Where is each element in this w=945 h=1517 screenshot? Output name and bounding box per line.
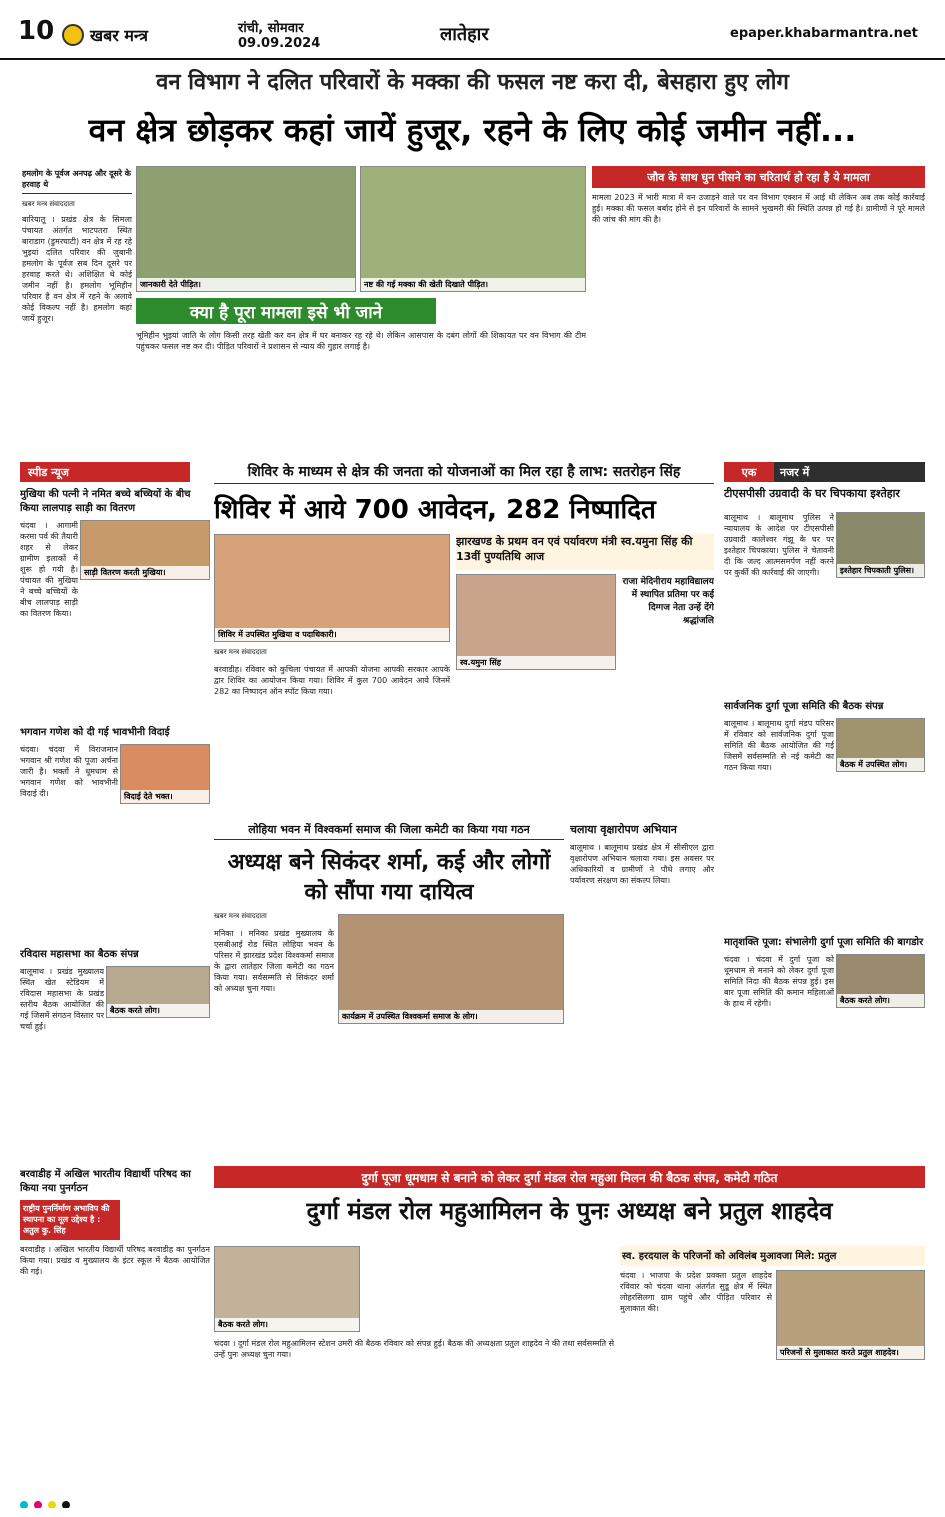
lohia-body: मनिका । मनिका प्रखंड मुख्यालय के एसबीआई रोड स्थित लोहिया भवन के परिसर में झारखंड प्रदेश विश्वकर्मा समाज के द्वारा लातेहार जिला कमेटी का गठन किया गया। सर्वसम्मति से सिकंदर शर्मा को अध्यक्ष चुना गया।	[214, 929, 334, 993]
camp-kicker: शिविर के माध्यम से क्षेत्र की जनता को योजनाओं का मिल रहा है लाभ: सतरोहन सिंह	[214, 462, 714, 484]
durga2-body: चंदवा । चंदवा में दुर्गा पूजा को धूमधाम से मनाने को लेकर दुर्गा पूजा समिति निदा की बैठक संपन्न हुई। इस बार पूजा समिति की कमान महिलाओं के हाथ में रहेगी।	[724, 955, 834, 1008]
speed-news-title-4: बरवाडीह में अखिल भारतीय विद्यार्थी परिषद का किया नया पुनर्गठन	[20, 1169, 191, 1194]
minister-side: राजा मेदिनीराय महाविद्यालय में स्थापित प्रतिमा पर कई दिग्गज नेता उन्हें देंगे श्रद्धांजलि	[622, 577, 714, 626]
bottom-kicker: दुर्गा पूजा धूमधाम से बनाने को लेकर दुर्गा मंडल रोल महुआ मिलन की बैठक संपन्न, कमेटी गठित	[214, 1166, 925, 1188]
lead-photo-1	[136, 166, 356, 292]
tree-title: चलाया वृक्षारोपण अभियान	[570, 823, 677, 836]
ek-nazar-tag2: नजर में	[774, 462, 925, 482]
speed-news-caption-2: विदाई देते भक्त।	[121, 790, 209, 803]
lead-photo-2	[360, 166, 586, 292]
lead-side-title: हमलोग के पूर्वज अनपढ़ और दूसरे के हरवाह थे	[22, 168, 132, 194]
issue-date: 09.09.2024	[238, 36, 321, 51]
speed-news-photo-3	[106, 966, 210, 1018]
speed-news-caption-3: बैठक करते लोग।	[107, 1004, 209, 1017]
durga1-title: सार्वजनिक दुर्गा पूजा समिति की बैठक संपन्न	[724, 701, 884, 712]
speed-news-photo-2	[120, 744, 210, 804]
bottom-side-body: चंदवा । भाजपा के प्रदेश प्रवक्ता प्रतुल शाहदेव रविवार को चंदवा थाना अंतर्गत सुडू क्षेत्र में स्थित लोहरसिलगा ग्राम पहुंचे और पीड़ित परिवार से मुलाकात की।	[620, 1271, 772, 1313]
camp-caption: शिविर में उपस्थित मुखिया व पदाधिकारी।	[215, 628, 449, 641]
bottom-body: चंदवा । दुर्गा मंडल रोल महुआमिलन स्टेशन उमरी की बैठक रविवार को संपन्न हुई। बैठक की अध्यक्षता प्रतुल शाहदेव ने की तथा सर्वसम्मति से उन्हें पुनः अध्यक्ष चुना गया।	[214, 1339, 614, 1359]
speed-news-photo-1	[80, 520, 210, 580]
camp-body: बरवाडीह। रविवार को कुचिला पंचायत में आपकी योजना आपकी सरकार आपके द्वार शिविर का आयोजन किया गया। शिविर में कुल 700 आवेदन आये जिनमें 282 का निष्पादन ऑन स्पॉट किया गया।	[214, 665, 450, 696]
lead-band: क्या है पूरा मामला इसे भी जाने	[136, 298, 436, 324]
masthead	[0, 0, 945, 60]
ek-nazar-photo	[836, 512, 925, 578]
durga2-photo	[836, 954, 925, 1008]
speed-news-quote-4: राष्ट्रीय पुनर्निर्माण अभाविप की स्थापना का मूल उद्देश्य है : अतुल कु. सिंह	[20, 1200, 120, 1240]
speed-news-body-3: बालूमाथ । प्रखंड मुख्यालय स्थित खेत स्टेडियम में रविदास महासभा के प्रखंड स्तरीय बैठक आयोजित की गई जिसमें संगठन विस्तार पर चर्चा हुई।	[20, 967, 104, 1031]
lead-byline: खबर मन्त्र संवाददाता	[22, 200, 75, 208]
brand-name: खबर मन्त्र	[90, 26, 148, 45]
bottom-side-photo	[776, 1270, 925, 1360]
speed-news-title-2: भगवान गणेश को दी गई भावभीनी विदाई	[20, 727, 170, 738]
minister-caption: स्व.यमुना सिंह	[457, 656, 615, 669]
speed-news-title-1: मुखिया की पत्नी ने नमित बच्चे बच्चियों के बीच किया लालपाड़ साड़ी का वितरण	[20, 489, 191, 514]
durga1-body: बालूमाथ । बालूमाथ दुर्गा मंडप परिसर में रविवार को सार्वजनिक दुर्गा पूजा समिति की बैठक आयोजित की गई जिसमें सर्वसम्मति से नई कमेटी का गठन किया गया।	[724, 719, 834, 772]
durga1-photo	[836, 718, 925, 772]
ek-nazar-body: बालूमाथ । बालूमाथ पुलिस ने न्यायालय के आदेश पर टीएसपीसी उग्रवादी कालेश्वर गंझू के घर पर इश्तेहार चिपकाया। पुलिस ने चेतावनी दी कि जल्द आत्मसमर्पण नहीं करने पर कुर्की की कार्रवाई की जाएगी।	[724, 513, 834, 577]
lohia-caption: कार्यक्रम में उपस्थित विश्वकर्मा समाज के लोग।	[339, 1010, 563, 1023]
bottom-photo	[214, 1246, 360, 1332]
durga2-title: मातृशक्ति पूजा: संभालेगी दुर्गा पूजा समिति की बागडोर	[724, 937, 924, 948]
brand-logo-icon	[62, 24, 84, 46]
speed-news-body-2: चंदवा। चंदवा में विराजमान भगवान श्री गणेश की पूजा अर्चना जारी है। भक्तों ने धूमधाम से भगवान गणेश को भावभीनी विदाई दी।	[20, 745, 118, 798]
minister-head: झारखण्ड के प्रथम वन एवं पर्यावरण मंत्री स्व.यमुना सिंह की 13वीं पुण्यतिथि आज	[456, 534, 714, 570]
city-day: रांची, सोमवार	[238, 21, 304, 36]
lohia-kicker: लोहिया भवन में विश्वकर्मा समाज की जिला कमेटी का किया गया गठन	[214, 822, 564, 840]
site-link[interactable]: epaper.khabarmantra.net	[730, 26, 918, 41]
bottom-side-caption: परिजनों से मुलाकात करते प्रतुल शाहदेव।	[777, 1346, 924, 1359]
section-title: लातेहार	[440, 24, 489, 45]
bottom-side-title: स्व. हरदयाल के परिजनों को अविलंब मुआवजा मिले: प्रतुल	[620, 1246, 925, 1266]
print-registration-marks	[20, 1494, 925, 1508]
speed-news-caption-1: साड़ी वितरण करती मुखिया।	[81, 566, 209, 579]
tree-body: बालूमाथ । बालूमाथ प्रखंड क्षेत्र में सीसीएल द्वारा वृक्षारोपण अभियान चलाया गया। इस अवसर पर अधिकारियों व ग्रामीणों ने पौधे लगाए और पर्यावरण संरक्षण का संकल्प लिया।	[570, 843, 714, 885]
bottom-headline: दुर्गा मंडल रोल महुआमिलन के पुनः अध्यक्ष बने प्रतुल शाहदेव	[306, 1197, 833, 1225]
lead-caption-1: जानकारी देते पीड़ित।	[137, 278, 355, 291]
lohia-photo	[338, 914, 564, 1024]
lead-side-head: जौव के साथ घुन पीसने का चरितार्थ हो रहा है ये मामला	[592, 166, 925, 188]
bottom-body-cont	[366, 1246, 614, 1332]
lead-body: बारियातू । प्रखंड क्षेत्र के सिमला पंचायत अंतर्गत भाटपतरा स्थित बाराडाग (डुमरघाटी) वन क्षेत्र में रह रहे भुइयां दलित परिवार की जुबानी हमलोग के पूर्वज सब दिन दूसरे पर हरवाह करते थे। अशिक्षित थे कोई जमीन नहीं है। हमलोग भूमिहीन परिवार है वन क्षेत्र में रहने के अलावे कोई विकल्प नहीं है। हमलोग कहां जायें हुजूर।	[22, 215, 132, 323]
lohia-byline: खबर मन्त्र संवाददाता	[214, 912, 267, 920]
durga1-caption: बैठक में उपस्थित लोग।	[837, 758, 924, 771]
durga2-caption: बैठक करते लोग।	[837, 994, 924, 1007]
ek-nazar-title: टीएसपीसी उग्रवादी के घर चिपकाया इश्तेहार	[724, 487, 900, 500]
minister-photo	[456, 574, 616, 670]
page-number: 10	[18, 16, 55, 46]
lohia-headline: अध्यक्ष बने सिकंदर शर्मा, कई और लोगों को सौंपा गया दायित्व	[227, 850, 551, 905]
speed-news-body-1: चंदवा । आगामी करमा पर्व की तैयारी शहर से लेकर ग्रामीण इलाकों में शुरू हो गयी है। पंचायत की मुखिया ने बच्चे बच्चियों के बीच लालपाड़ साड़ी का वितरण किया।	[20, 521, 78, 618]
camp-photo	[214, 534, 450, 642]
bottom-caption: बैठक करते लोग।	[215, 1318, 359, 1331]
ek-nazar-tag: एक	[724, 462, 774, 482]
speed-news-tag: स्पीड न्यूज	[20, 462, 190, 482]
ek-nazar-caption: इश्तेहार चिपकाती पुलिस।	[837, 564, 924, 577]
lead-caption-2: नष्ट की गई मक्का की खेती दिखाते पीड़ित।	[361, 278, 585, 291]
speed-news-title-3: रविदास महासभा का बैठक संपन्न	[20, 949, 139, 960]
lohia-body-cont	[338, 1030, 564, 1158]
top-headline: वन क्षेत्र छोड़कर कहां जायें हुजूर, रहने के लिए कोई जमीन नहीं...	[88, 111, 857, 149]
camp-body-cont	[456, 700, 714, 814]
lead-side-body: मामला 2023 में भारी मात्रा में वन उजाड़ने वाले पर वन विभाग एक्शन में आई थी लेकिन अब तक कोई कार्रवाई हुई। मक्का की फसल बर्बाद होने से इन परिवारों के सामने भुखमरी की स्थिति उत्पन्न हो गई है। ग्रामीणों ने पूरे मामले की जांच की मांग की है।	[592, 193, 925, 224]
top-kicker: वन विभाग ने दलित परिवारों के मक्का की फसल नष्ट करा दी, बेसहारा हुए लोग	[156, 70, 789, 95]
lead-band-body: भूमिहीन भुइयां जाति के लोग किसी तरह खेती कर वन क्षेत्र में घर बनाकर रह रहे थे। लेकिन आसपास के दबंग लोगों की शिकायत पर वन विभाग की टीम पहुंचकर फसल नष्ट कर दी। पीड़ित परिवारों ने प्रशासन से न्याय की गुहार लगाई है।	[136, 331, 586, 351]
speed-news-body-4: बरवाडीह । अखिल भारतीय विद्यार्थी परिषद बरवाडीह का पुनर्गठन किया गया। प्रखंड व मुख्यालय के इंटर स्कूल में बैठक आयोजित की गई।	[20, 1245, 210, 1276]
camp-byline: खबर मन्त्र संवाददाता	[214, 648, 267, 656]
camp-headline: शिविर में आये 700 आवेदन, 282 निष्पादित	[214, 495, 656, 525]
